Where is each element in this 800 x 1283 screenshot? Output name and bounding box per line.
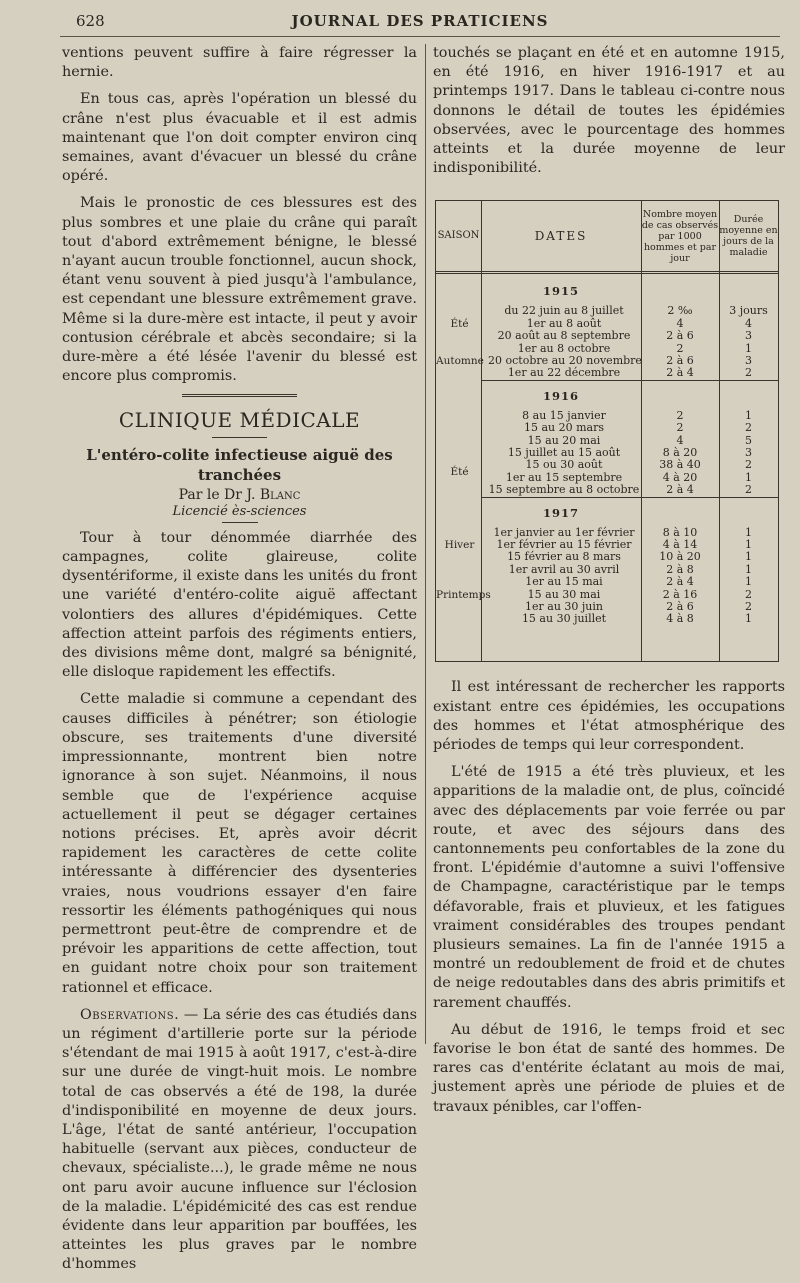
cell-cases: 4 à 20 [662, 470, 698, 484]
cell-duration: 3 jours [729, 304, 768, 318]
cell-cases: 8 à 20 [662, 446, 698, 460]
cell-duration: 2 [745, 600, 752, 614]
cell-dates: 1er avril au 30 avril [508, 562, 620, 576]
cell-cases: 2 [676, 408, 684, 422]
cell-cases: 2 à 8 [666, 562, 694, 576]
cell-duration: 1 [745, 550, 752, 564]
cell-cases: 4 [676, 316, 684, 330]
left-column [62, 44, 417, 1283]
cell-duration: 2 [745, 587, 752, 601]
cell-dates: 8 au 15 janvier [522, 408, 606, 422]
cell-cases: 38 à 40 [659, 458, 701, 472]
byline-prefix: Par le Dr J. [178, 486, 256, 503]
section-rule [182, 394, 297, 397]
cell-cases: 2 [676, 341, 684, 355]
cell-cases: 2 à 6 [666, 600, 694, 614]
running-header [60, 8, 780, 37]
cell-dates: 15 ou 30 août [525, 458, 603, 472]
year-separator [481, 380, 778, 381]
cell-duration: 2 [745, 421, 752, 435]
cell-dates: 1er au 22 décembre [507, 366, 621, 380]
cell-duration: 3 [745, 446, 752, 460]
cell-duration: 1 [745, 575, 752, 589]
cell-duration: 2 [745, 483, 752, 497]
paragraph: ventions peuvent suffire à faire régresser la hernie. [62, 45, 417, 81]
paragraph: Mais le pronostic de ces blessures est des plus sombres et une plaie du crâne qui paraît tout d'abord extrêmement bénigne, le blessé n'ayant aucun trouble fonctionnel, aucun shock, étant venu souvent à pied jusqu'à l'ambulance, est cependant une blessure extrêmement grave. Même si la dure-mère est intacte, il peut y avoir contusion cérébrale et abcès secondaire; si la dure-mère a été lésée l'avenir du blessé est encore plus compromis. [62, 195, 417, 385]
cell-cases: 4 à 14 [662, 538, 698, 552]
year-label: 1917 [542, 505, 579, 520]
cell-duration: 2 [745, 458, 752, 472]
cell-dates: 1er au 15 septembre [505, 470, 623, 484]
cell-dates: 15 au 20 mars [523, 421, 605, 435]
paragraph: En tous cas, après l'opération un blessé du crâne n'est plus évacuable et il est admis maintenant que l'on doit compter environ cinq semaines, avant d'évacuer un blessé du crâne opéré. [62, 91, 417, 185]
cell-duration: 1 [745, 408, 752, 422]
year-separator [481, 497, 778, 498]
cell-dates: 15 février au 8 mars [507, 550, 621, 564]
cell-duration: 1 [745, 612, 752, 626]
season-label: Printemps [436, 588, 491, 601]
cell-dates: 1er au 8 août [526, 316, 602, 330]
cell-dates: 1er au 8 octobre [517, 341, 611, 355]
cell-cases: 10 à 20 [659, 550, 701, 564]
cell-cases: 2 à 6 [666, 329, 694, 343]
section-rule [212, 437, 267, 438]
page-number: 628 [76, 12, 105, 30]
byline-rule [222, 522, 258, 523]
cell-duration: 3 [745, 354, 752, 368]
year-label: 1915 [542, 284, 579, 299]
cell-dates: 20 août au 8 septembre [497, 329, 631, 343]
table-header [436, 201, 778, 274]
author-affiliation: Licencié ès-sciences [172, 503, 307, 519]
cell-dates: 20 octobre au 20 novembre [488, 354, 642, 368]
cell-cases: 4 à 8 [666, 612, 694, 626]
cell-cases: 2 à 4 [666, 575, 694, 589]
paragraph: Cette maladie si commune a cependant des causes difficiles à pénétrer; son étiologie obscure, ses traitements d'une diversité impressionnante, montrent bien notre ignorance à son sujet. Néanmoins, il nous semble que de l'expérience acquise actuellement il peut se dégager certaines notions précises. Et, après avoir décrit rapidement les caractères de cette colite intéressante à différencier des dysenteries vraies, nous voudrions essayer d'en faire ressortir les éléments pathogéniques qui nous permettront peut-être de comprendre et de prévoir les apparitions de cette affection, tout en guidant notre choix pour son traitement rationnel et efficace. [62, 691, 417, 996]
cell-cases: 2 à 4 [666, 483, 694, 497]
cell-dates: 15 au 30 juillet [521, 612, 607, 626]
cell-dates: 15 septembre au 8 octobre [488, 483, 640, 497]
observations-text: — La série des cas étudiés dans un régiment d'artillerie porte sur la période s'étendant de mai 1915 à août 1917, c'est-à-dire sur une durée de vingt-huit mois. Le nombre total de cas observés a été de 198, la durée d'indisponibilité en moyenne de deux jours. L'âge, l'état de santé antérieur, l'occupation habituelle (servant aux pièces, conducteur de chevaux, spécialiste...), le grade même ne nous ont paru avoir aucune influence sur l'éclosion de la maladie. L'épidémicité des cas est rendue évidente dans leur apparition par bouffées, les atteintes les plus graves par le nombre d'hommes [62, 1006, 417, 1273]
cell-cases: 2 ‰ [667, 304, 693, 318]
epidemics-table [435, 200, 779, 662]
cell-dates: 15 au 20 mai [527, 433, 601, 447]
journal-title: JOURNAL DES PRATICIENS [291, 12, 549, 30]
cell-duration: 1 [745, 562, 752, 576]
observations-label: Observations. [80, 1006, 180, 1023]
cell-cases: 2 à 6 [666, 354, 694, 368]
cell-dates: 1er février au 15 février [496, 538, 632, 552]
paragraph: touchés se plaçant en été et en automne 1915, en été 1916, en hiver 1916-1917 et au printemps 1917. Dans le tableau ci-contre nous donnons le détail de toutes les épidémies observées, avec le pourcentage des hommes atteints et la durée moyenne de leur indisponibilité. [433, 45, 785, 177]
year-label: 1916 [542, 388, 579, 403]
header-saison: SAISON [436, 201, 482, 271]
cell-cases: 2 à 4 [666, 366, 694, 380]
paragraph: Tour à tour dénommée diarrhée des campagnes, colite glaireuse, colite dysentériforme, il existe dans les unités du front une variété d'entéro-colite aiguë affectant volontiers des allures d'épidémiques. Cette affection atteint parfois des régiments entiers, des divisions même dont, malgré sa bénignité, elle disloque rapidement les effectifs. [62, 529, 417, 681]
cell-dates: 1er au 30 juin [525, 600, 603, 614]
paragraph: Il est intéressant de rechercher les rapports existant entre ces épidémies, les occupations des hommes et l'état atmosphérique des périodes de temps qui leur correspondent. [433, 679, 785, 754]
cell-cases: 2 à 16 [662, 587, 698, 601]
right-column [433, 44, 785, 1125]
article-title: L'entéro-colite infectieuse aiguë des tranchées [86, 446, 393, 484]
author-name: Blanc [259, 486, 301, 503]
season-label: Été [450, 318, 469, 331]
paragraph [62, 1006, 417, 1275]
cell-duration: 1 [745, 470, 752, 484]
cell-duration: 1 [745, 538, 752, 552]
cell-dates: 15 au 30 mai [527, 587, 601, 601]
season-label: Hiver [444, 539, 475, 552]
cell-cases: 8 à 10 [662, 525, 698, 539]
cell-cases: 2 [676, 421, 684, 435]
cell-duration: 1 [745, 525, 752, 539]
cell-dates: 1er au 15 mai [525, 575, 603, 589]
paragraph: L'été de 1915 a été très pluvieux, et les apparitions de la maladie ont, de plus, coïncidé avec des déplacements par voie ferrée ou par route, et avec des séjours dans des cantonnements peu confortables de la zone du front. L'épidémie d'automne a suivi l'offensive de Champagne, caractéristique par le temps défavorable, frais et pluvieux, et les fatigues vraiment considérables des troupes pendant plusieurs semaines. La fin de l'année 1915 a montré un redoublement de froid et de chutes de neige redoutables dans des abris primitifs et rarement chauffés. [433, 764, 785, 1011]
cell-dates: 15 juillet au 15 août [507, 446, 621, 460]
cell-duration: 4 [745, 316, 752, 330]
season-label: Été [450, 465, 469, 478]
section-title: CLINIQUE MÉDICALE [118, 408, 361, 433]
header-duree: Durée moyenne en jours de la maladie [719, 214, 778, 259]
cell-duration: 3 [745, 329, 752, 343]
paragraph: Au début de 1916, le temps froid et sec favorise le bon état de santé des hommes. De rares cas d'entérite éclatant au mois de mai, justement après une période de pluies et de travaux pénibles, car l'offen- [433, 1021, 785, 1115]
cell-duration: 1 [745, 341, 752, 355]
cell-duration: 5 [745, 433, 752, 447]
season-label: Automne [436, 355, 484, 368]
header-nombre: Nombre moyen de cas observés par 1000 hommes et par jour [641, 201, 720, 271]
cell-dates: du 22 juin au 8 juillet [504, 304, 624, 318]
header-dates: DATES [481, 201, 642, 271]
column-divider [425, 44, 426, 1044]
cell-duration: 2 [745, 366, 752, 380]
cell-dates: 1er janvier au 1er février [493, 525, 635, 539]
cell-cases: 4 [676, 433, 684, 447]
byline [62, 487, 417, 504]
